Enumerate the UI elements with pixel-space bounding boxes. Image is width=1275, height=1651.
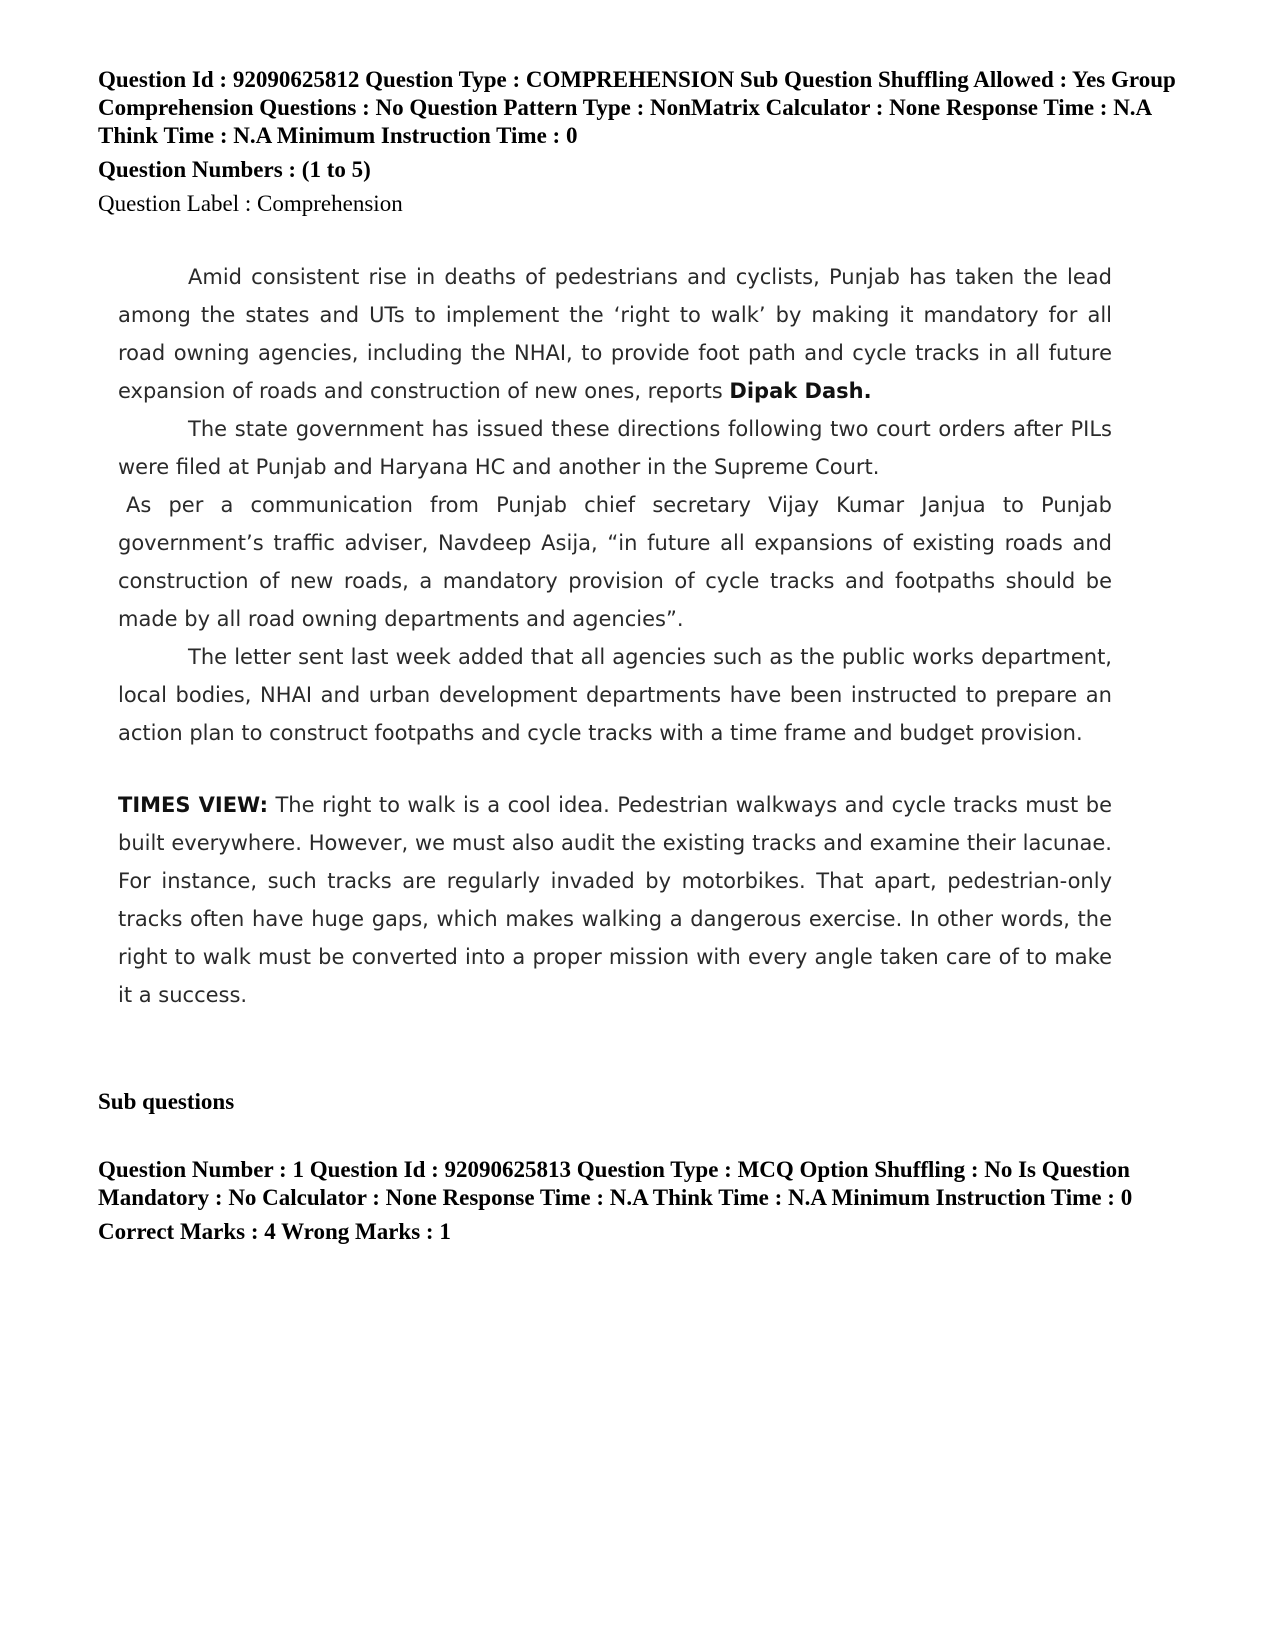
passage-paragraph-1: [118, 258, 1112, 410]
question-numbers: Question Numbers : (1 to 5): [98, 157, 371, 182]
times-view-text: The right to walk is a cool idea. Pedestrian walkways and cycle tracks must be built everywhere. However, we must also audit the existing tracks and examine their lacunae. For instance, such tracks are regularly invaded by motorbikes. That apart, pedestrian-only tracks often have huge gaps, which makes walking a dangerous exercise. In other words, the right to walk must be converted into a proper mission with every angle taken care of to make it a success.: [118, 793, 1112, 1007]
passage-paragraph-3: As per a communication from Punjab chief secretary Vijay Kumar Janjua to Punjab government’s traffic adviser, Navdeep Asija, “in future all expansions of existing roads and construction of new roads, a mandatory provision of cycle tracks and footpaths should be made by all road owning departments and agencies”.: [118, 493, 1112, 631]
question-header: [98, 66, 1188, 218]
sub-question-1-meta: Question Number : 1 Question Id : 92090625813 Question Type : MCQ Option Shuffling : No Is Question Mandatory : No Calculator : None Response Time : N.A Think Time : N.A Minimum Instruction Time : 0: [98, 1157, 1133, 1210]
question-meta: Question Id : 92090625812 Question Type : COMPREHENSION Sub Question Shuffling Allowed : Yes Group Comprehension Questions : No Question Pattern Type : NonMatrix Calculator : None Response Time : N.A Think Time : N.A Minimum Instruction Time : 0: [98, 67, 1176, 148]
passage-spacer: [118, 752, 1112, 786]
question-label: Question Label : Comprehension: [98, 191, 403, 216]
passage-paragraph-2: The state government has issued these directions following two court orders after PILs were filed at Punjab and Haryana HC and another in the Supreme Court.: [118, 417, 1112, 479]
comprehension-passage: [118, 258, 1112, 1014]
passage-paragraph-4: The letter sent last week added that all agencies such as the public works department, local bodies, NHAI and urban development departments have been instructed to prepare an action plan to construct footpaths and cycle tracks with a time frame and budget provision.: [118, 645, 1112, 745]
times-view-label: TIMES VIEW:: [118, 793, 268, 817]
passage-paragraph-1-text: Amid consistent rise in deaths of pedestrians and cyclists, Punjab has taken the lead among the states and UTs to implement the ‘right to walk’ by making it mandatory for all road owning agencies, including the NHAI, to provide foot path and cycle tracks in all future expansion of roads and construction of new ones, reports: [118, 265, 1112, 403]
times-view-paragraph: [118, 786, 1112, 1014]
sub-question-1-marks: Correct Marks : 4 Wrong Marks : 1: [98, 1219, 451, 1244]
sub-questions-heading: Sub questions: [98, 1089, 235, 1114]
passage-author: Dipak Dash.: [729, 379, 872, 403]
sub-question-1: [98, 1156, 1188, 1246]
